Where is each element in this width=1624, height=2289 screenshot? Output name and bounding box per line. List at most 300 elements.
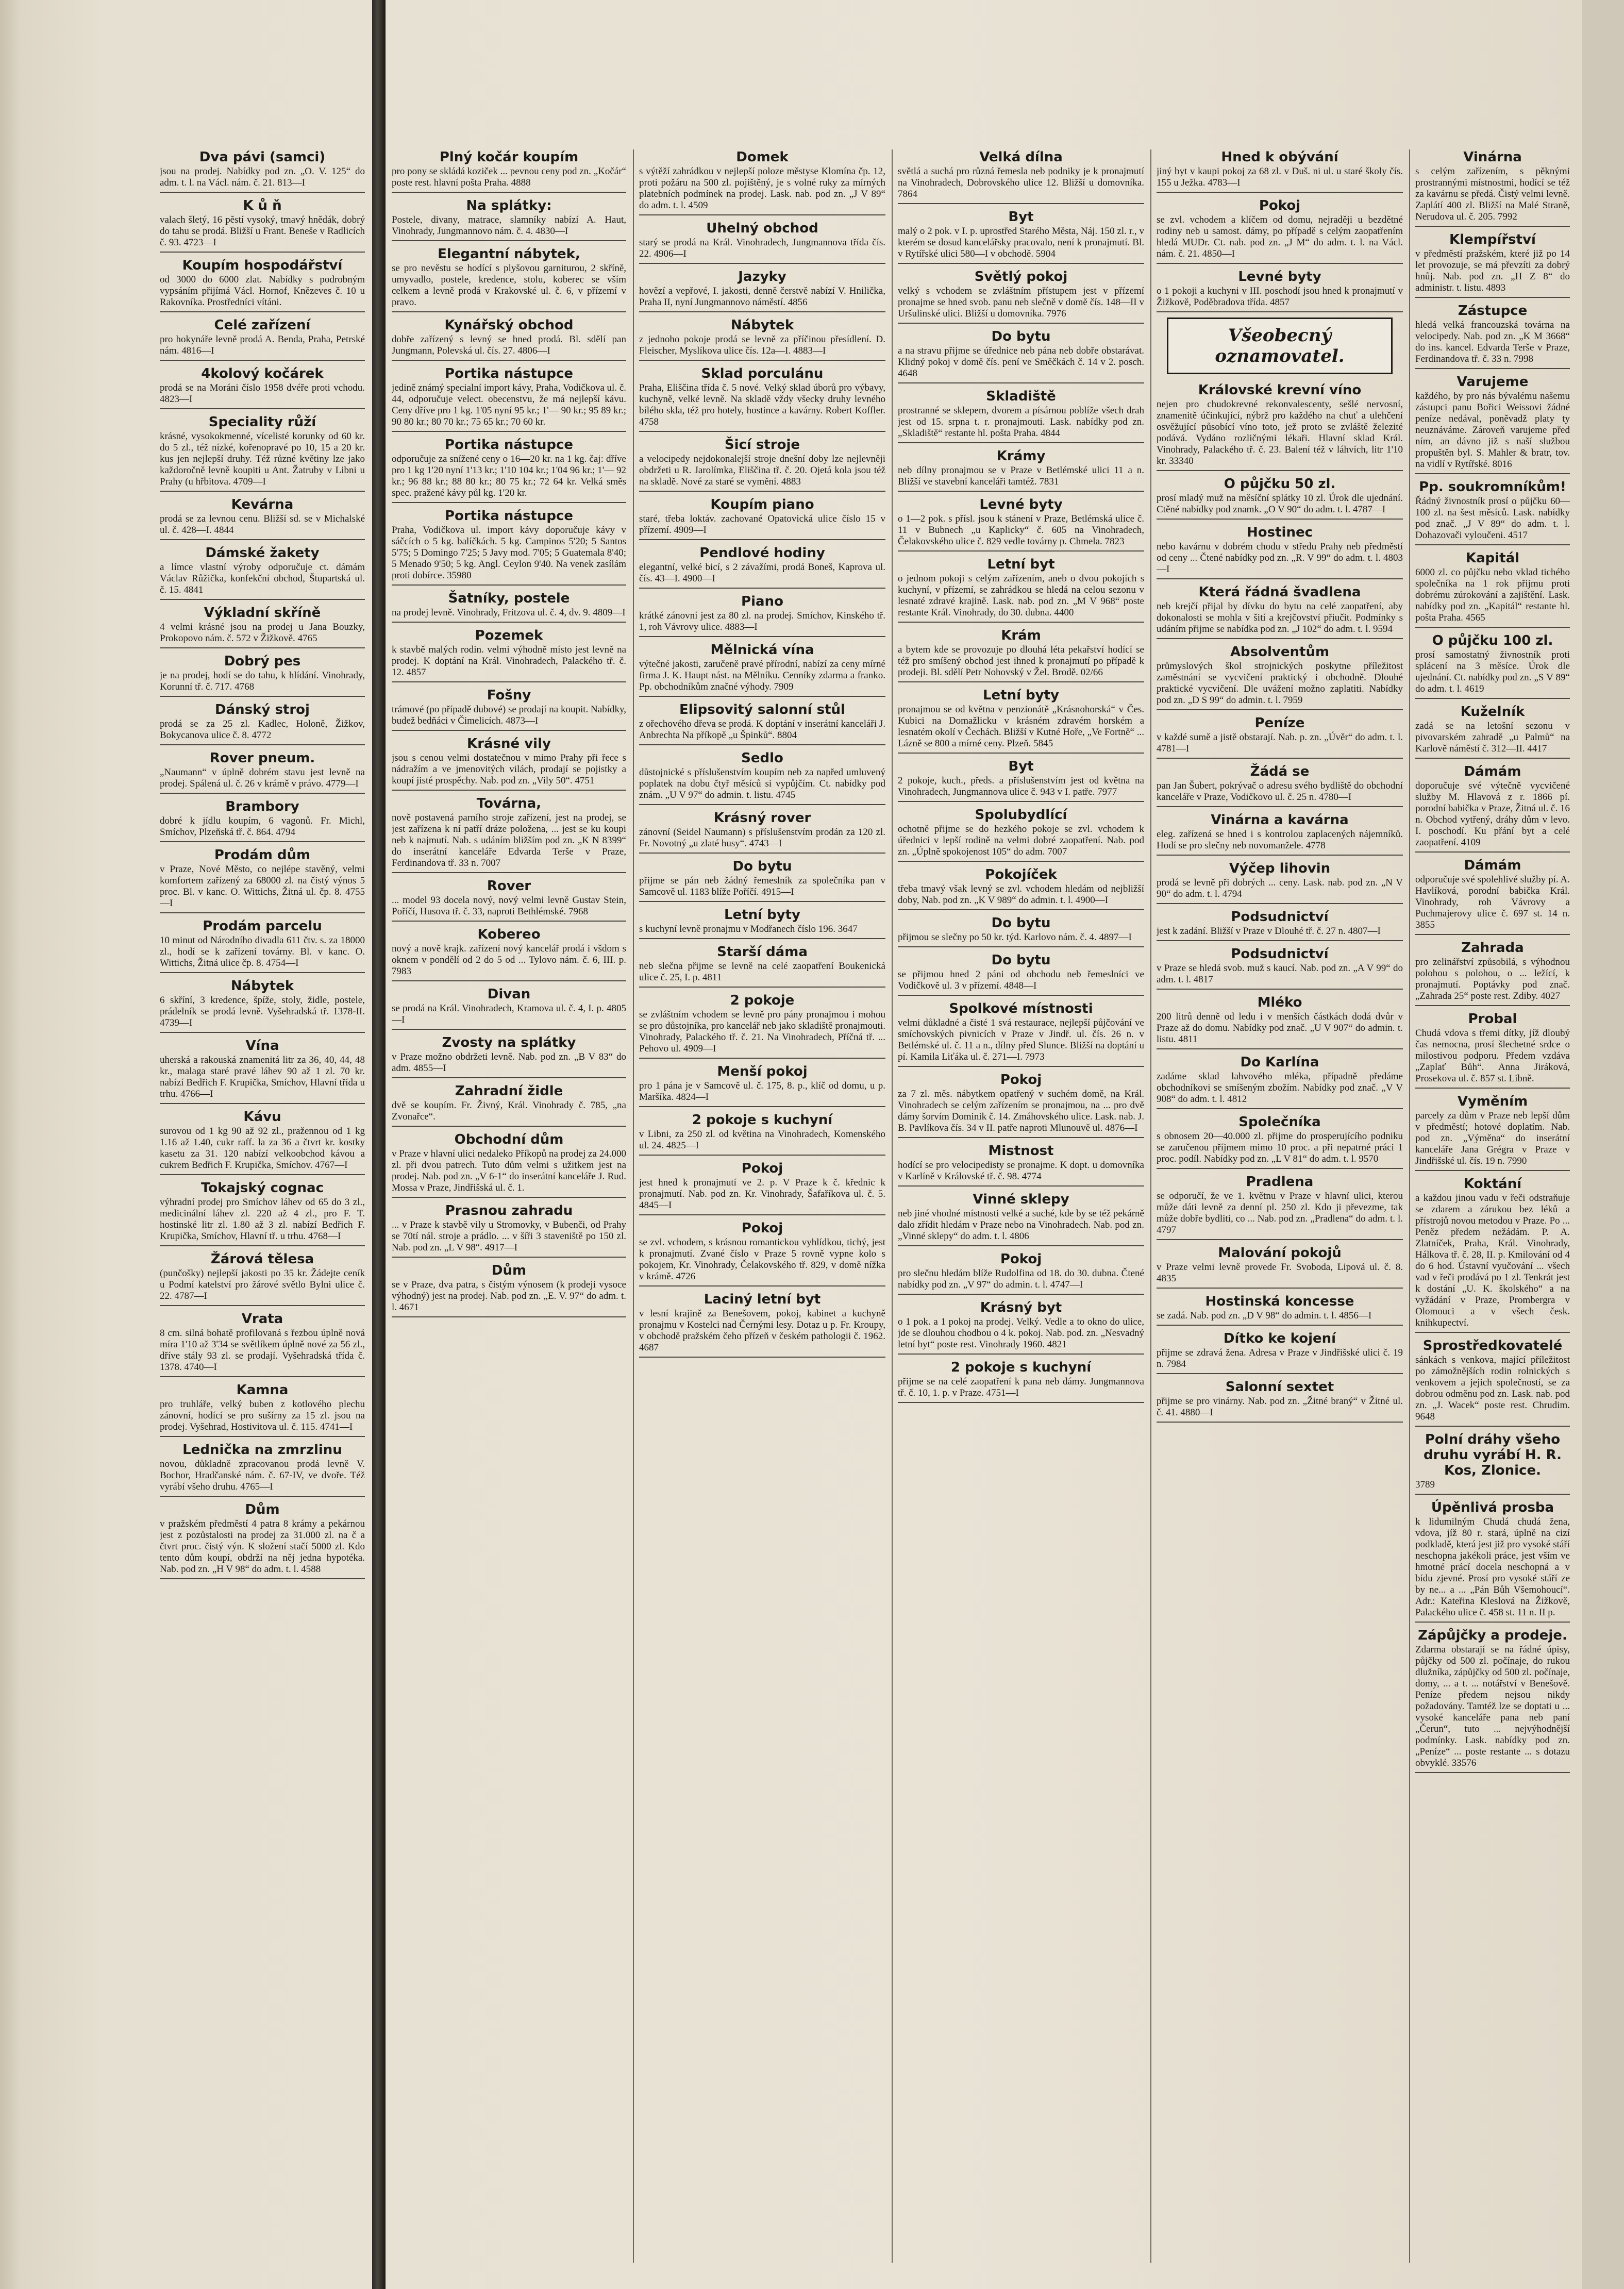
classified-ad bbox=[392, 1203, 626, 1258]
ad-divider bbox=[1157, 1422, 1403, 1423]
ad-body: prodá se za levnou cenu. Bližší sd. se v Michalské ul. č. 428—I. 4844 bbox=[160, 513, 365, 536]
ad-title: Továrna, bbox=[476, 796, 542, 811]
binding-edge bbox=[372, 0, 386, 2289]
classified-ad bbox=[160, 1109, 365, 1175]
ad-divider bbox=[1157, 855, 1403, 856]
ad-body: neb krejčí přijal by dívku do bytu na celé zaopatření, aby dokonalosti se mohla v šití a krejčovství přiučit. Podmínky s udáním přijme se nabídka pod zn. „J 102“ do adm. t. l. 9594 bbox=[1157, 601, 1403, 634]
ad-body: pronajmou se od května v penzionátě „Krásnohorská“ v Čes. Kubici na Domažlicku v krásném zdravém horském a lesnatém okolí v Čechách. Bližší v Kutné Hoře, „Ve Fortně“ ... Lázně se 800 a mírné ceny. Plzeň. 5845 bbox=[898, 704, 1144, 749]
classified-ad bbox=[160, 258, 365, 312]
ad-divider bbox=[392, 311, 626, 312]
ad-divider bbox=[639, 1357, 885, 1358]
classified-ad bbox=[1415, 149, 1570, 227]
ad-divider bbox=[1415, 698, 1570, 699]
ad-divider bbox=[1415, 758, 1570, 759]
classified-ad bbox=[1415, 479, 1570, 545]
ad-title: Zvosty na splátky bbox=[442, 1035, 576, 1050]
classified-ad bbox=[1157, 198, 1403, 264]
ad-divider bbox=[160, 408, 365, 409]
ad-divider bbox=[160, 696, 365, 697]
ad-divider bbox=[392, 980, 626, 981]
classified-column-3 bbox=[639, 149, 885, 2278]
ad-title: Varujeme bbox=[1456, 374, 1529, 390]
ad-title: Koupím piano bbox=[710, 497, 814, 512]
ad-divider bbox=[898, 550, 1144, 552]
classified-ad bbox=[639, 1221, 885, 1286]
ad-divider bbox=[1415, 1332, 1570, 1333]
ad-body: přijme se pán neb žádný řemeslník za společníka pan v Samcově ul. 1183 blíže Poříčí. 4915—I bbox=[639, 875, 885, 897]
ad-divider bbox=[639, 1106, 885, 1107]
ad-body: s kuchyní levně pronajmu v Modřanech číslo 196. 3647 bbox=[639, 924, 858, 934]
classified-ad bbox=[1415, 633, 1570, 699]
ad-divider bbox=[1157, 1108, 1403, 1109]
classified-ad bbox=[392, 1263, 626, 1317]
classified-ad bbox=[639, 366, 885, 432]
classified-ad bbox=[160, 702, 365, 745]
ad-title: Rover pneum. bbox=[209, 750, 315, 766]
ad-body: neb slečna přijme se levně na celé zaopatření Boukenická ulice č. 25, I. p. 4811 bbox=[639, 961, 885, 983]
ad-body: ochotně přijme se do hezkého pokoje se zvl. vchodem k úřednici v lepší rodině na velmi dobré zaopatření. Nab. pod zn. „Úplně spokojenost 105“ do adm. 7007 bbox=[898, 824, 1144, 857]
ad-title: Byt bbox=[1008, 209, 1034, 225]
ad-divider bbox=[1157, 192, 1403, 193]
ad-divider bbox=[392, 1126, 626, 1127]
classified-ad bbox=[639, 1112, 885, 1156]
classified-ad bbox=[1415, 1176, 1570, 1333]
ad-body: se pro nevěstu se hodící s plyšovou garniturou, 2 skříně, umyvadlo, postele, kredence, stolu, koberec se vším celkem a levně prodá v Krakovské ul. č. 6, v přízemí v pravo. bbox=[392, 263, 626, 308]
classified-ad bbox=[1157, 946, 1403, 990]
ad-divider bbox=[898, 382, 1144, 383]
classified-ad bbox=[898, 448, 1144, 492]
ad-body: prodá se levně při dobrých ... ceny. Lask. nab. pod zn. „N V 90“ do adm. t. l. 4794 bbox=[1157, 877, 1403, 899]
ad-body: o 1 pok. a 1 pokoj na prodej. Velký. Vedle a to okno do ulice, jde se dlouhou chodbou o 4 k. pokoj. Nab. pod. zn. „Nesvadný letní byt“ poste rest. Vinohrady 1960. 4821 bbox=[898, 1316, 1144, 1350]
ad-divider bbox=[160, 1245, 365, 1246]
ad-divider bbox=[1415, 226, 1570, 227]
ad-divider bbox=[639, 938, 885, 939]
ad-divider bbox=[639, 491, 885, 492]
ad-title: Skladiště bbox=[986, 389, 1056, 404]
classified-ad bbox=[160, 545, 365, 600]
classified-ad bbox=[898, 953, 1144, 996]
classified-ad bbox=[1157, 861, 1403, 904]
ad-body: hledá velká francouzská továrna na velocipedy. Nab. pod zn. „K M 3668“ do ins. kancel. Edvarda Terše v Praze, Ferdinandova tř. č. 33 n. 7998 bbox=[1415, 320, 1570, 364]
ad-title: 4kolový kočárek bbox=[201, 366, 324, 381]
ad-title: O půjčku 100 zl. bbox=[1432, 633, 1553, 648]
classified-ad bbox=[898, 149, 1144, 204]
classified-ad bbox=[639, 750, 885, 805]
classified-ad bbox=[1415, 550, 1570, 628]
ad-body: ... v Praze k stavbě vily u Stromovky, v Bubenči, od Prahy se 70tí nál. stroje a prádlo. ... v šíři 3 staveniště po 150 zl. Nab. pod zn. „L V 98“. 4917—I bbox=[392, 1219, 626, 1253]
ad-body: pro truhláře, velký buben z kotlového plechu zánovní, hodící se pro sušírny za 15 zl. jsou na prodej. Vyšehrad, Hostivitova ul. č. 115. 4741—I bbox=[160, 1399, 365, 1432]
ad-body: surovou od 1 kg 90 až 92 zl., pražennou od 1 kg 1.16 až 1.40, cukr raff. la za 36 a čtvrt kr. kostky kasetu za 31. 120 nabízí velkoobchod kávou a cukrem Bedřich F. Krupička, Smíchov. 4767—I bbox=[160, 1126, 365, 1171]
ad-divider bbox=[1157, 940, 1403, 941]
ad-body: jest k zadání. Bližší v Praze v Dlouhé tř. č. 27 n. 4807—I bbox=[1157, 926, 1381, 937]
ad-body: přijmou se slečny po 50 kr. týd. Karlovo nám. č. 4. 4897—I bbox=[898, 932, 1132, 943]
ad-title: Krásné vily bbox=[467, 736, 551, 751]
ad-body: důstojnické s příslušenstvím koupím neb za napřed umluvený poplatek na dobu čtyř měsíců si vypůjčím. Ct. nabídky pod znám. „U V 97“ do admin. t. listu. 4745 bbox=[639, 767, 885, 800]
ad-body: prodá se na Moráni číslo 1958 dvéře proti vchodu. 4823—I bbox=[160, 382, 365, 405]
ad-title: Vinné sklepy bbox=[973, 1192, 1069, 1207]
ad-divider bbox=[639, 588, 885, 589]
classified-ad bbox=[392, 688, 626, 731]
classified-ad bbox=[898, 557, 1144, 623]
ad-title: Lednička na zmrzlinu bbox=[182, 1442, 342, 1458]
ad-title: Divan bbox=[487, 987, 531, 1002]
ad-body: od 3000 do 6000 zlat. Nabídky s podrobným vypsáním přijímá Václ. Hornof, Knězeves č. 10 u Rakovníka. Prostředníci vítáni. bbox=[160, 274, 365, 308]
classified-ad bbox=[392, 149, 626, 193]
classified-ad bbox=[1157, 1114, 1403, 1169]
ad-title: Sprostředkovatelé bbox=[1422, 1338, 1563, 1354]
classified-ad bbox=[392, 927, 626, 981]
ad-divider bbox=[1157, 1168, 1403, 1169]
ad-divider bbox=[1157, 263, 1403, 264]
ad-divider bbox=[160, 1436, 365, 1437]
ad-title: Hostinská koncesse bbox=[1205, 1294, 1354, 1309]
ad-body: 6000 zl. co půjčku nebo vklad tichého společníka na 1 rok přijmu proti dobrému zúrokování a zajištění. Lask. nabídky pod zn. „Kapitál“ restante hl. pošta Praha. 4565 bbox=[1415, 567, 1570, 623]
ad-body: zadá se na letošní sezonu v pivovarském zahradě „u Palmů“ na Karlově náměstí č. 312—II. 4417 bbox=[1415, 721, 1570, 754]
ad-title: Světlý pokoj bbox=[974, 269, 1068, 285]
ad-title: Speciality růží bbox=[208, 414, 316, 430]
ad-divider bbox=[392, 1316, 626, 1317]
classified-ad bbox=[160, 497, 365, 540]
ad-body: světlá a suchá pro různá řemesla neb podniky je k pronajmutí na Vinohradech, Dobrovského ulice 12. Bližší u domovníka. 7864 bbox=[898, 166, 1144, 199]
ad-divider bbox=[898, 753, 1144, 754]
classified-ad bbox=[1157, 644, 1403, 710]
classified-ad bbox=[392, 628, 626, 682]
classified-ad bbox=[392, 1035, 626, 1078]
classified-ad bbox=[639, 149, 885, 215]
classified-ad bbox=[1157, 1174, 1403, 1240]
ad-body: novou, důkladně zpracovanou prodá levně V. Bochor, Hradčanské nám. č. 67-IV, ve dvoře. Též vyrábí všeho druhu. 4765—I bbox=[160, 1459, 365, 1492]
ad-divider bbox=[898, 442, 1144, 443]
classified-ad bbox=[160, 366, 365, 409]
ad-title: Peníze bbox=[1254, 715, 1305, 731]
ad-title: Nábytek bbox=[730, 318, 794, 333]
classified-ad bbox=[1415, 1500, 1570, 1623]
classified-ad bbox=[160, 318, 365, 361]
classified-ad bbox=[639, 497, 885, 540]
ad-divider bbox=[639, 696, 885, 697]
ad-title: Kapitál bbox=[1465, 550, 1520, 566]
ad-title: Uhelný obchod bbox=[706, 221, 818, 236]
ad-divider bbox=[639, 853, 885, 854]
classified-ad bbox=[1415, 1094, 1570, 1171]
ad-body: eleg. zařízená se hned i s kontrolou zaplacených nájemníků. Hodí se pro slečny neb novomanžele. 4778 bbox=[1157, 829, 1403, 851]
ad-body: pro pony se skládá koziček ... pevnou ceny pod zn. „Kočár“ poste rest. hlavní pošta Praha. 4888 bbox=[392, 166, 626, 188]
ad-body: prosí mladý muž na měsíční splátky 10 zl. Úrok dle ujednání. Ctěné nabídky pod znamk. „O V 90“ do adm. t. l. 4787—I bbox=[1157, 493, 1403, 515]
ad-divider bbox=[898, 1354, 1144, 1355]
classified-ad bbox=[639, 318, 885, 361]
ad-title: Krásný rover bbox=[713, 810, 811, 826]
ad-title: Koupím hospodářství bbox=[182, 258, 343, 273]
ad-body: v Praze se hledá svob. muž s kaucí. Nab. pod zn. „A V 99“ do adm. t. l. 4817 bbox=[1157, 963, 1403, 985]
classified-ad bbox=[160, 1038, 365, 1104]
ad-divider bbox=[160, 1032, 365, 1033]
ad-divider bbox=[1157, 1325, 1403, 1326]
classified-ad bbox=[1415, 1628, 1570, 1773]
ad-title: Pozemek bbox=[475, 628, 543, 643]
ad-body: valach šletý, 16 pěstí vysoký, tmavý hnědák, dobrý do tahu se prodá. Bližší u Frant. Beneše v Radlicích č. 93. 4723—I bbox=[160, 214, 365, 248]
classified-ad bbox=[898, 1001, 1144, 1067]
ad-body: o 1—2 pok. s přísl. jsou k stánení v Praze, Betlémská ulice č. 11 v Bubnech „u Kaplicky“ č. 605 na Vinohradech, Čelakovského ulice č. 829 vedle továrny p. Chmela. 7823 bbox=[898, 513, 1144, 547]
ad-body: neb dílny pronajmou se v Praze v Betlémské ulici 11 a n. Bližší ve stavební kanceláři tamtéž. 7831 bbox=[898, 465, 1144, 487]
ad-divider bbox=[898, 909, 1144, 910]
ad-title: Kávu bbox=[243, 1109, 281, 1125]
ad-body: v každé sumě a jistě obstarají. Nab. p. zn. „Úvěr“ do adm. t. l. 4781—I bbox=[1157, 732, 1403, 754]
classified-ad bbox=[639, 1161, 885, 1215]
ad-body: prodá se za 25 zl. Kadlec, Holoně, Žižkov, Bokycanova ulice č. 8. 4772 bbox=[160, 719, 365, 741]
classified-ad bbox=[1157, 476, 1403, 520]
ad-title: Koktání bbox=[1463, 1176, 1522, 1192]
ad-body: jiný byt v kaupi pokoj za 68 zl. v Duš. ni ul. u staré školy čís. 155 u Ježka. 4783—I bbox=[1157, 166, 1403, 188]
classified-ad bbox=[1415, 704, 1570, 759]
classified-ad bbox=[1415, 1011, 1570, 1089]
ad-title: Polní dráhy všeho druhu vyrábí H. R. Kos, Zlonice. bbox=[1424, 1432, 1562, 1478]
ad-title: Dům bbox=[491, 1263, 527, 1278]
ad-body: Postele, divany, matrace, slamníky nabízí A. Haut, Vinohrady, Jungmannovo nám. č. 4. 4830—I bbox=[392, 214, 626, 237]
classified-ad bbox=[898, 915, 1144, 947]
classified-ad bbox=[898, 688, 1144, 754]
ad-divider bbox=[160, 1376, 365, 1377]
ad-divider bbox=[392, 1029, 626, 1030]
ad-body: staré, třeba loktáv. zachované Opatovická ulice číslo 15 v přízemí. 4909—I bbox=[639, 513, 885, 536]
ad-title: Krám bbox=[1001, 628, 1041, 643]
ad-divider bbox=[898, 681, 1144, 682]
ad-divider bbox=[639, 1155, 885, 1156]
ad-body: jsou na prodej. Nabídky pod zn. „O. V. 125“ do adm. t. l. na Václ. nám. č. 21. 813—I bbox=[160, 166, 365, 188]
ad-title: Šicí stroje bbox=[724, 437, 800, 453]
classified-ad bbox=[392, 318, 626, 361]
classified-ad bbox=[392, 796, 626, 873]
ad-title: Společníka bbox=[1238, 1114, 1321, 1130]
ad-divider bbox=[898, 1294, 1144, 1295]
classified-ad bbox=[160, 1251, 365, 1306]
ad-divider bbox=[1157, 519, 1403, 520]
ad-title: Žádá se bbox=[1250, 764, 1310, 779]
ad-title: Krásný byt bbox=[980, 1300, 1062, 1315]
ad-divider bbox=[160, 491, 365, 492]
ad-title: Královské krevní víno bbox=[1198, 382, 1362, 398]
ad-body: s výtěží zahrádkou v nejlepší poloze městyse Klomína čp. 12, proti požáru na 500 zl. pojištěný, je s volné ruky za mírných platebních podmínek na prodej. Lask. nab. pod zn. „J V 89“ do adm. t. l. 4509 bbox=[639, 166, 885, 211]
ad-body: na prodej levně. Vinohrady, Fritzova ul. č. 4, dv. 9. 4809—I bbox=[392, 607, 626, 618]
ad-body: třeba tmavý však levný se zvl. vchodem hledám od nejbližší doby, Nab. pod zn. „K V 989“ do admin. t. l. 4900—I bbox=[898, 883, 1144, 906]
ad-body: pro slečnu hledám blíže Rudolfina od 18. do 30. dubna. Čtené nabídky pod zn. „V 97“ do admin. t. l. 4747—I bbox=[898, 1268, 1144, 1290]
ad-divider bbox=[639, 431, 885, 432]
classified-ad bbox=[1415, 1432, 1570, 1495]
ad-title: Do Karlína bbox=[1240, 1055, 1319, 1070]
ad-body: přijme se na celé zaopatření k pana neb dámy. Jungmannova tř. č. 10, 1. p. v Praze. 4751—I bbox=[898, 1376, 1144, 1398]
ad-body: Praha, Vodičkova ul. import kávy doporučuje kávy v sáčcích o 5 kg. balíčkách. 5 kg. Campinos 5'20; 5 Santos 5'75; 5 Domingo 7'25; 5 Javy mod. 7'05; 5 Guatemala 8'40; 5 Menado 9'50; 5 kg. Angl. Ceylon 9'40. Na venek zasílám proti dobírce. 35980 bbox=[392, 525, 626, 581]
classified-ad bbox=[898, 389, 1144, 443]
ad-divider bbox=[160, 647, 365, 648]
classified-column-6 bbox=[1415, 149, 1570, 2278]
ad-body: nejen pro chudokrevné rekonvalescenty, sešlé nervosní, znamenitě účinkující, nýbrž pro každého na chuť a ulehčení osvěžující působící víno toto, jež proto se zvláště železité podává. Vydáno rozličnými lékaři. Hlavní sklad Král. Vinohrady, Palackého tř. č. 23. Balení též v láhvích, litr 1'10 kr. 33340 bbox=[1157, 399, 1403, 466]
ad-title: Celé zařízení bbox=[214, 318, 311, 333]
classified-ad bbox=[160, 414, 365, 492]
ad-body: se zvláštním vchodem se levně pro pány pronajmou i mohou se pro důstojníka, pro kancelář neb jako skladiště pronajmouti. Vinohrady, Palackého tř. č. 21. Na Vinohradech, Příčná tř. ... Pehovo ul. 4909—I bbox=[639, 1009, 885, 1054]
ad-title: Do bytu bbox=[991, 953, 1051, 968]
classified-ad bbox=[160, 799, 365, 842]
ad-title: Dobrý pes bbox=[224, 654, 301, 669]
ad-title: Absolventům bbox=[1230, 644, 1330, 660]
classified-ad bbox=[1157, 1245, 1403, 1289]
ad-title: Spolubydlící bbox=[975, 807, 1067, 823]
ad-body: pro zelinářství způsobilá, s výhodnou polohou s polohou, o ... ležící, k pronajmutí. Poptávky pod znač. „Zahrada 25“ poste rest. Zdiby. 4027 bbox=[1415, 957, 1570, 1001]
ad-title: Pokoj bbox=[1000, 1072, 1042, 1088]
ad-divider bbox=[1415, 1622, 1570, 1623]
column-rule bbox=[1409, 149, 1410, 2263]
classified-ad bbox=[160, 198, 365, 253]
ad-divider bbox=[1157, 709, 1403, 710]
ad-title: Kuželník bbox=[1460, 704, 1525, 720]
classified-ad bbox=[1157, 584, 1403, 639]
ad-body: trámové (po případě dubové) se prodají na koupit. Nabídky, budež bedňáci v Čimelicích. 4873—I bbox=[392, 704, 626, 726]
ad-title: Kobereo bbox=[477, 927, 541, 942]
ad-body: hodící se pro velocipedisty se pronajme. K dopt. u domovníka v Karlíně v Královské tř. č. 98. 4774 bbox=[898, 1160, 1144, 1182]
classified-ad bbox=[160, 1442, 365, 1497]
ad-body: ... model 93 docela nový, nový velmi levně Gustav Stein, Poříčí, Husova tř. č. 33, naproti Bethlémské. 7968 bbox=[392, 895, 626, 917]
ad-title: Všeobecný oznamovatel. bbox=[1215, 325, 1345, 366]
ad-divider bbox=[160, 1578, 365, 1579]
ad-body: nově postavená parního stroje zařízení, jest na prodej, se jest zařízena k ní patří dráze položena, ... jest se ku koupi neb k najmutí. Nab. s udáním bližším pod zn. „K N 8399“ do inserátní kanceláře Edvarda Terše v Praze, Ferdinandova tř. 33 n. 7007 bbox=[392, 812, 626, 868]
ad-body: je na prodej, hodí se do tahu, k hlídání. Vinohrady, Korunní tř. č. 717. 4768 bbox=[160, 670, 365, 692]
ad-title: Jazyky bbox=[738, 269, 786, 285]
ad-title: Kamna bbox=[236, 1382, 289, 1398]
ad-divider bbox=[639, 636, 885, 637]
ad-body: zadáme sklad lahvového mléka, případně předáme obchodníkovi se smíšeným zbožím. Nabídky pod znač. „V V 908“ do adm. t. l. 4812 bbox=[1157, 1071, 1403, 1105]
ad-body: za 7 zl. měs. nábytkem opatřený v suchém domě, na Král. Vinohradech se celým zařízením se pronajmou, na ... pro dvě dámy šorvím Dominik č. 14. Zmáhovského ulice. Lask. nab. J. B. Pavlíkova čís. 34 v II. patře naproti Mlunouvě ul. 4876—I bbox=[898, 1089, 1144, 1133]
ad-divider bbox=[1415, 934, 1570, 935]
ad-divider bbox=[160, 539, 365, 540]
classified-ad bbox=[898, 1072, 1144, 1138]
ad-title: Pp. soukromníkům! bbox=[1419, 479, 1566, 495]
ad-title: 2 pokoje s kuchyní bbox=[950, 1360, 1092, 1375]
classified-ad bbox=[898, 209, 1144, 264]
ad-title: Portika nástupce bbox=[444, 508, 574, 524]
ad-title: Žárová tělesa bbox=[210, 1251, 314, 1267]
ad-title: Sklad porculánu bbox=[701, 366, 824, 381]
classified-ad bbox=[1157, 1294, 1403, 1326]
ad-title: Prodám parcelu bbox=[203, 918, 322, 934]
ad-body: se zadá. Nab. pod zn. „D V 98“ do admin. t. l. 4856—I bbox=[1157, 1310, 1372, 1321]
ad-body: každého, by pro nás bývalému našemu zástupci panu Bořici Weissovi žádné peníze nedával, poněvadž platy ty neuznáváme. Zároveň varujeme před ním, an dávno již s naší službou propuštěn byl. S. Mahler & bratr, tov. na vidlí v Rytířské. 8016 bbox=[1415, 391, 1570, 470]
ad-body: 4 velmi krásné jsou na prodej u Jana Bouzky, Prokopovo nám. č. 572 v Žižkově. 4765 bbox=[160, 622, 365, 644]
ad-title: Pradlena bbox=[1246, 1174, 1314, 1190]
ad-divider bbox=[160, 599, 365, 600]
classified-ad bbox=[1415, 858, 1570, 935]
ad-body: 2 pokoje, kuch., předs. a příslušenstvím jest od května na Vinohradech, Jungmannova ulice č. 943 v I. patře. 7977 bbox=[898, 775, 1144, 797]
ad-title: Která řádná švadlena bbox=[1198, 584, 1361, 600]
classified-ad bbox=[1415, 764, 1570, 853]
classified-ad bbox=[1157, 995, 1403, 1049]
ad-divider bbox=[1157, 806, 1403, 807]
ad-body: dvě se koupím. Fr. Živný, Král. Vinohrady č. 785, „na Zvonařce“. bbox=[392, 1100, 626, 1122]
ad-divider bbox=[160, 252, 365, 253]
ad-divider bbox=[1415, 1088, 1570, 1089]
ad-body: velmi důkladné a čisté 1 svá restaurace, nejlepší půjčování ve smíchovských pivnicích v Praze v Jindř. ul. čís. 26 n. v Betlémské ul. č. 11 a n., dílny před Slunce. Bližší na doptání u pí. Kamila Liťáka ul. č. 271—I. 7973 bbox=[898, 1017, 1144, 1062]
classified-ad bbox=[160, 918, 365, 973]
section-banner bbox=[1167, 318, 1393, 374]
ad-title: Dánský stroj bbox=[215, 702, 310, 717]
classified-ad bbox=[639, 859, 885, 902]
ad-divider bbox=[898, 946, 1144, 947]
ad-divider bbox=[160, 972, 365, 973]
ad-title: Starší dáma bbox=[717, 944, 808, 960]
column-rule bbox=[892, 149, 893, 2263]
classified-column-2 bbox=[392, 149, 626, 2278]
ad-divider bbox=[392, 872, 626, 873]
ad-divider bbox=[392, 681, 626, 682]
ad-title: Kevárna bbox=[231, 497, 294, 512]
ad-title: Elegantní nábytek, bbox=[438, 246, 580, 262]
ad-title: Portika nástupce bbox=[444, 437, 574, 453]
ad-title: Zahrada bbox=[1461, 940, 1524, 956]
classified-ad bbox=[639, 810, 885, 854]
ad-divider bbox=[392, 584, 626, 586]
ad-body: 3789 bbox=[1415, 1479, 1435, 1490]
classified-ad bbox=[898, 269, 1144, 324]
ad-title: Menší pokoj bbox=[717, 1064, 808, 1079]
ad-divider bbox=[160, 192, 365, 193]
ad-divider bbox=[639, 214, 885, 215]
ad-body: Řádný živnostník prosí o půjčku 60—100 zl. na šest měsíců. Lask. nabídky pod znač. „J V 89“ do adm. t. l. Dohazovači vyloučeni. 4517 bbox=[1415, 496, 1570, 541]
ad-divider bbox=[392, 431, 626, 432]
ad-body: jedině známý specialní import kávy, Praha, Vodičkova ul. č. 44, odporučuje velect. obecenstvu, že má nejlepší kávu. Ceny dříve pro 1 kg. 1'05 nyní 95 kr.; 1'— 90 kr.; 95 89 kr.; 90 80 kr.; 80 70 kr.; 75 65 kr.; 70 60 kr. bbox=[392, 382, 626, 427]
ad-title: Portika nástupce bbox=[444, 366, 574, 381]
ad-body: se prodá na Král. Vinohradech, Kramova ul. č. 4, I. p. 4805—I bbox=[392, 1003, 626, 1025]
classified-ad bbox=[898, 1192, 1144, 1246]
ad-divider bbox=[1415, 627, 1570, 628]
ad-divider bbox=[1415, 1005, 1570, 1006]
ad-body: jsou s cenou velmi dostatečnou v mimo Prahy při řece s nádražím a ve jmenovitých vilách, prodají se pojistky a koupí jisté prospěchy. Nab. pod zn. „Vily 50“. 4751 bbox=[392, 753, 626, 786]
ad-title: Pokojíček bbox=[985, 867, 1057, 882]
ad-body: neb jiné vhodné místnosti velké a suché, kde by se též pekárně dalo zřídit hledám v Praze nebo na Vinohradech. Nab. pod zn. „Vinné sklepy“ do adm. t. l. 4806 bbox=[898, 1208, 1144, 1242]
classified-ad bbox=[1415, 303, 1570, 369]
ad-title: Probal bbox=[1468, 1011, 1517, 1027]
ad-body: se přijmou hned 2 páni od obchodu neb řemeslníci ve Vodičkově ul. 3 v přízemí. 4848—I bbox=[898, 969, 1144, 991]
ad-divider bbox=[1415, 1426, 1570, 1427]
ad-body: pro 1 pána je v Samcově ul. č. 175, 8. p., klíč od domu, u p. Maršíka. 4824—I bbox=[639, 1080, 885, 1102]
ad-body: z jednoho pokoje prodá se levně za příčinou přesídlení. D. Fleischer, Myslíkova ulice čís. 12a—I. 4883—I bbox=[639, 334, 885, 356]
ad-title: Kynářský obchod bbox=[444, 318, 574, 333]
ad-body: výtečné jakosti, zaručeně pravé přírodní, nabízí za ceny mírné firma J. K. Haupt nást. na Mělníku. Cenníky zdarma a franko. Pp. obchodníkům značné výhody. 7909 bbox=[639, 659, 885, 692]
ad-body: jest hned k pronajmutí ve 2. p. V Praze k č. křednic k pronajmutí. Nab. pod zn. Kr. Vinohrady, Šafaříkova ul. č. 5. 4845—I bbox=[639, 1177, 885, 1211]
ad-body: velký s vchodem se zvláštním přístupem jest v přízemí pronajme se hned svob. panu neb slečně v domě čís. 148—II v Uršulinské ulici. Bližší u domovníka. 7976 bbox=[898, 286, 1144, 319]
classified-ad bbox=[160, 1311, 365, 1377]
ad-title: Pokoj bbox=[741, 1221, 783, 1236]
ad-divider bbox=[1415, 1494, 1570, 1495]
ad-body: se zvl. vchodem, s krásnou romantickou vyhlídkou, tichý, jest k pronajmutí. Zvané číslo v Praze 5 rovně vypne kolo s pokojem, Kr. Vinohrady, Čelakovského tř. 829, v domě nížka v krámě. 4726 bbox=[639, 1237, 885, 1282]
ad-divider bbox=[1415, 544, 1570, 545]
classified-ad bbox=[160, 750, 365, 794]
classified-ad bbox=[392, 246, 626, 312]
ad-title: Na splátky: bbox=[466, 198, 552, 213]
ad-divider bbox=[898, 323, 1144, 324]
ad-divider bbox=[898, 801, 1144, 802]
ad-title: Fošny bbox=[487, 688, 531, 703]
ad-title: Sedlo bbox=[741, 750, 783, 766]
ad-body: 10 minut od Národního divadla 611 čtv. s. za 18000 zl., hodí se k zařízení továrny. Bl. v kanc. O. Wittichs, Žitná ulice čp. 8. 4754—I bbox=[160, 935, 365, 968]
classified-ad bbox=[639, 1064, 885, 1107]
ad-title: Mléko bbox=[1257, 995, 1302, 1010]
ad-divider bbox=[898, 203, 1144, 204]
ad-body: o 1 pokoji a kuchyni v III. poschodí jsou hned k pronajmutí v Žižkově, Poděbradova třída. 4857 bbox=[1157, 286, 1403, 308]
classified-ad bbox=[898, 867, 1144, 910]
ad-body: o jednom pokoji s celým zařízením, aneb o dvou pokojích s kuchyní, v přízemí, se zahrádkou se hledá na celou sezonu v lesnaté zdravé krajině. Lask. nab. pod zn. „M V 968“ poste restante Král. Vinohrady, do 30. dubna. 4400 bbox=[898, 573, 1144, 618]
ad-title: Hostinec bbox=[1247, 525, 1313, 540]
ad-title: Klempířství bbox=[1449, 232, 1536, 247]
ad-title: 2 pokoje s kuchyní bbox=[692, 1112, 833, 1128]
ad-divider bbox=[1415, 851, 1570, 853]
ad-body: odporučuje své spolehlivé služby pí. A. Havlíková, porodní babička Král. Vinohrady, roh Vávrovy a Puchmajerovy ulice č. 697 st. 14 n. 3855 bbox=[1415, 874, 1570, 930]
